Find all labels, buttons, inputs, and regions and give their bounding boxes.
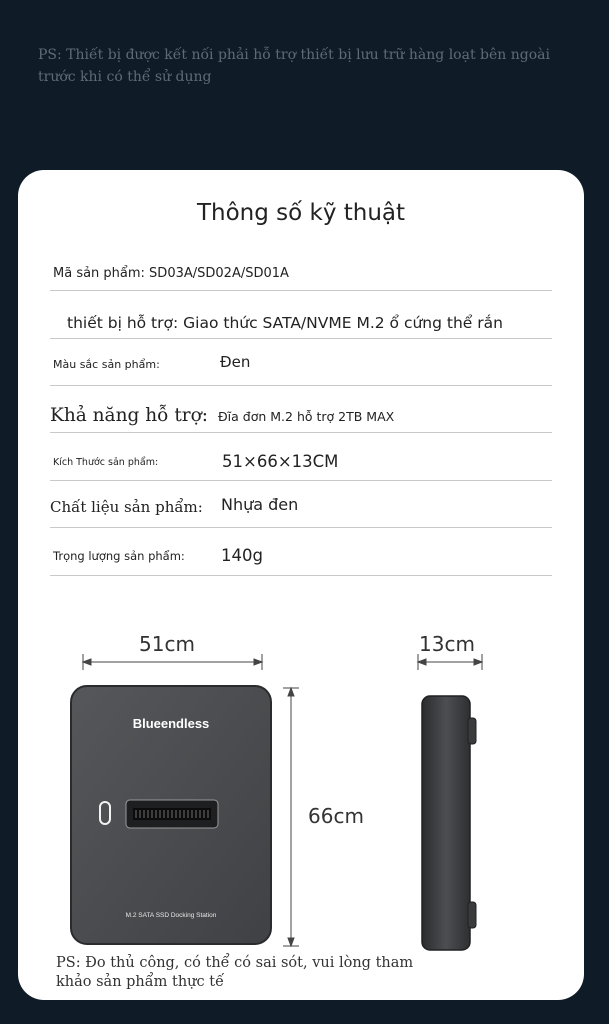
spec-value: 51×66×13CM — [222, 452, 339, 471]
spec-label: Trọng lượng sản phẩm: — [53, 549, 185, 563]
spec-card — [18, 170, 584, 1000]
brand-logo: Blueendless — [132, 716, 210, 731]
depth-dimension — [418, 654, 482, 670]
spec-value: 140g — [221, 546, 263, 565]
model-text: Mã sản phẩm: SD03A/SD02A/SD01A — [53, 266, 289, 281]
height-label: 66cm — [308, 804, 364, 828]
spec-title: Thông số kỹ thuật — [196, 200, 406, 226]
bottom-note: PS: Đo thủ công, có thể có sai sót, vui lòng tham khảo sản phẩm thực tế — [56, 955, 414, 990]
spec-value: Đen — [220, 353, 251, 371]
top-note: PS: Thiết bị được kết nối phải hỗ trợ thiết bị lưu trữ hàng loạt bên ngoài trước khi có thể sử dụng — [38, 47, 550, 85]
height-dimension — [283, 688, 299, 946]
dimension-diagram — [18, 170, 584, 1000]
spec-label: Kích Thước sản phẩm: — [53, 457, 159, 468]
width-label: 51cm — [139, 632, 195, 656]
supported-text: thiết bị hỗ trợ: Giao thức SATA/NVME M.2 ổ cứng thể rắn — [67, 314, 503, 332]
depth-label: 13cm — [419, 632, 475, 656]
spec-label: Khả năng hỗ trợ: — [50, 405, 208, 426]
width-dimension — [83, 654, 262, 670]
spec-label: Màu sắc sản phẩm: — [53, 358, 160, 371]
device-caption: M.2 SATA SSD Docking Station — [125, 912, 217, 919]
device-side-view — [422, 696, 476, 950]
spec-value: Nhựa đen — [221, 495, 299, 514]
spec-value: Đĩa đơn M.2 hỗ trợ 2TB MAX — [218, 409, 395, 424]
spec-label: Chất liệu sản phẩm: — [50, 498, 203, 516]
